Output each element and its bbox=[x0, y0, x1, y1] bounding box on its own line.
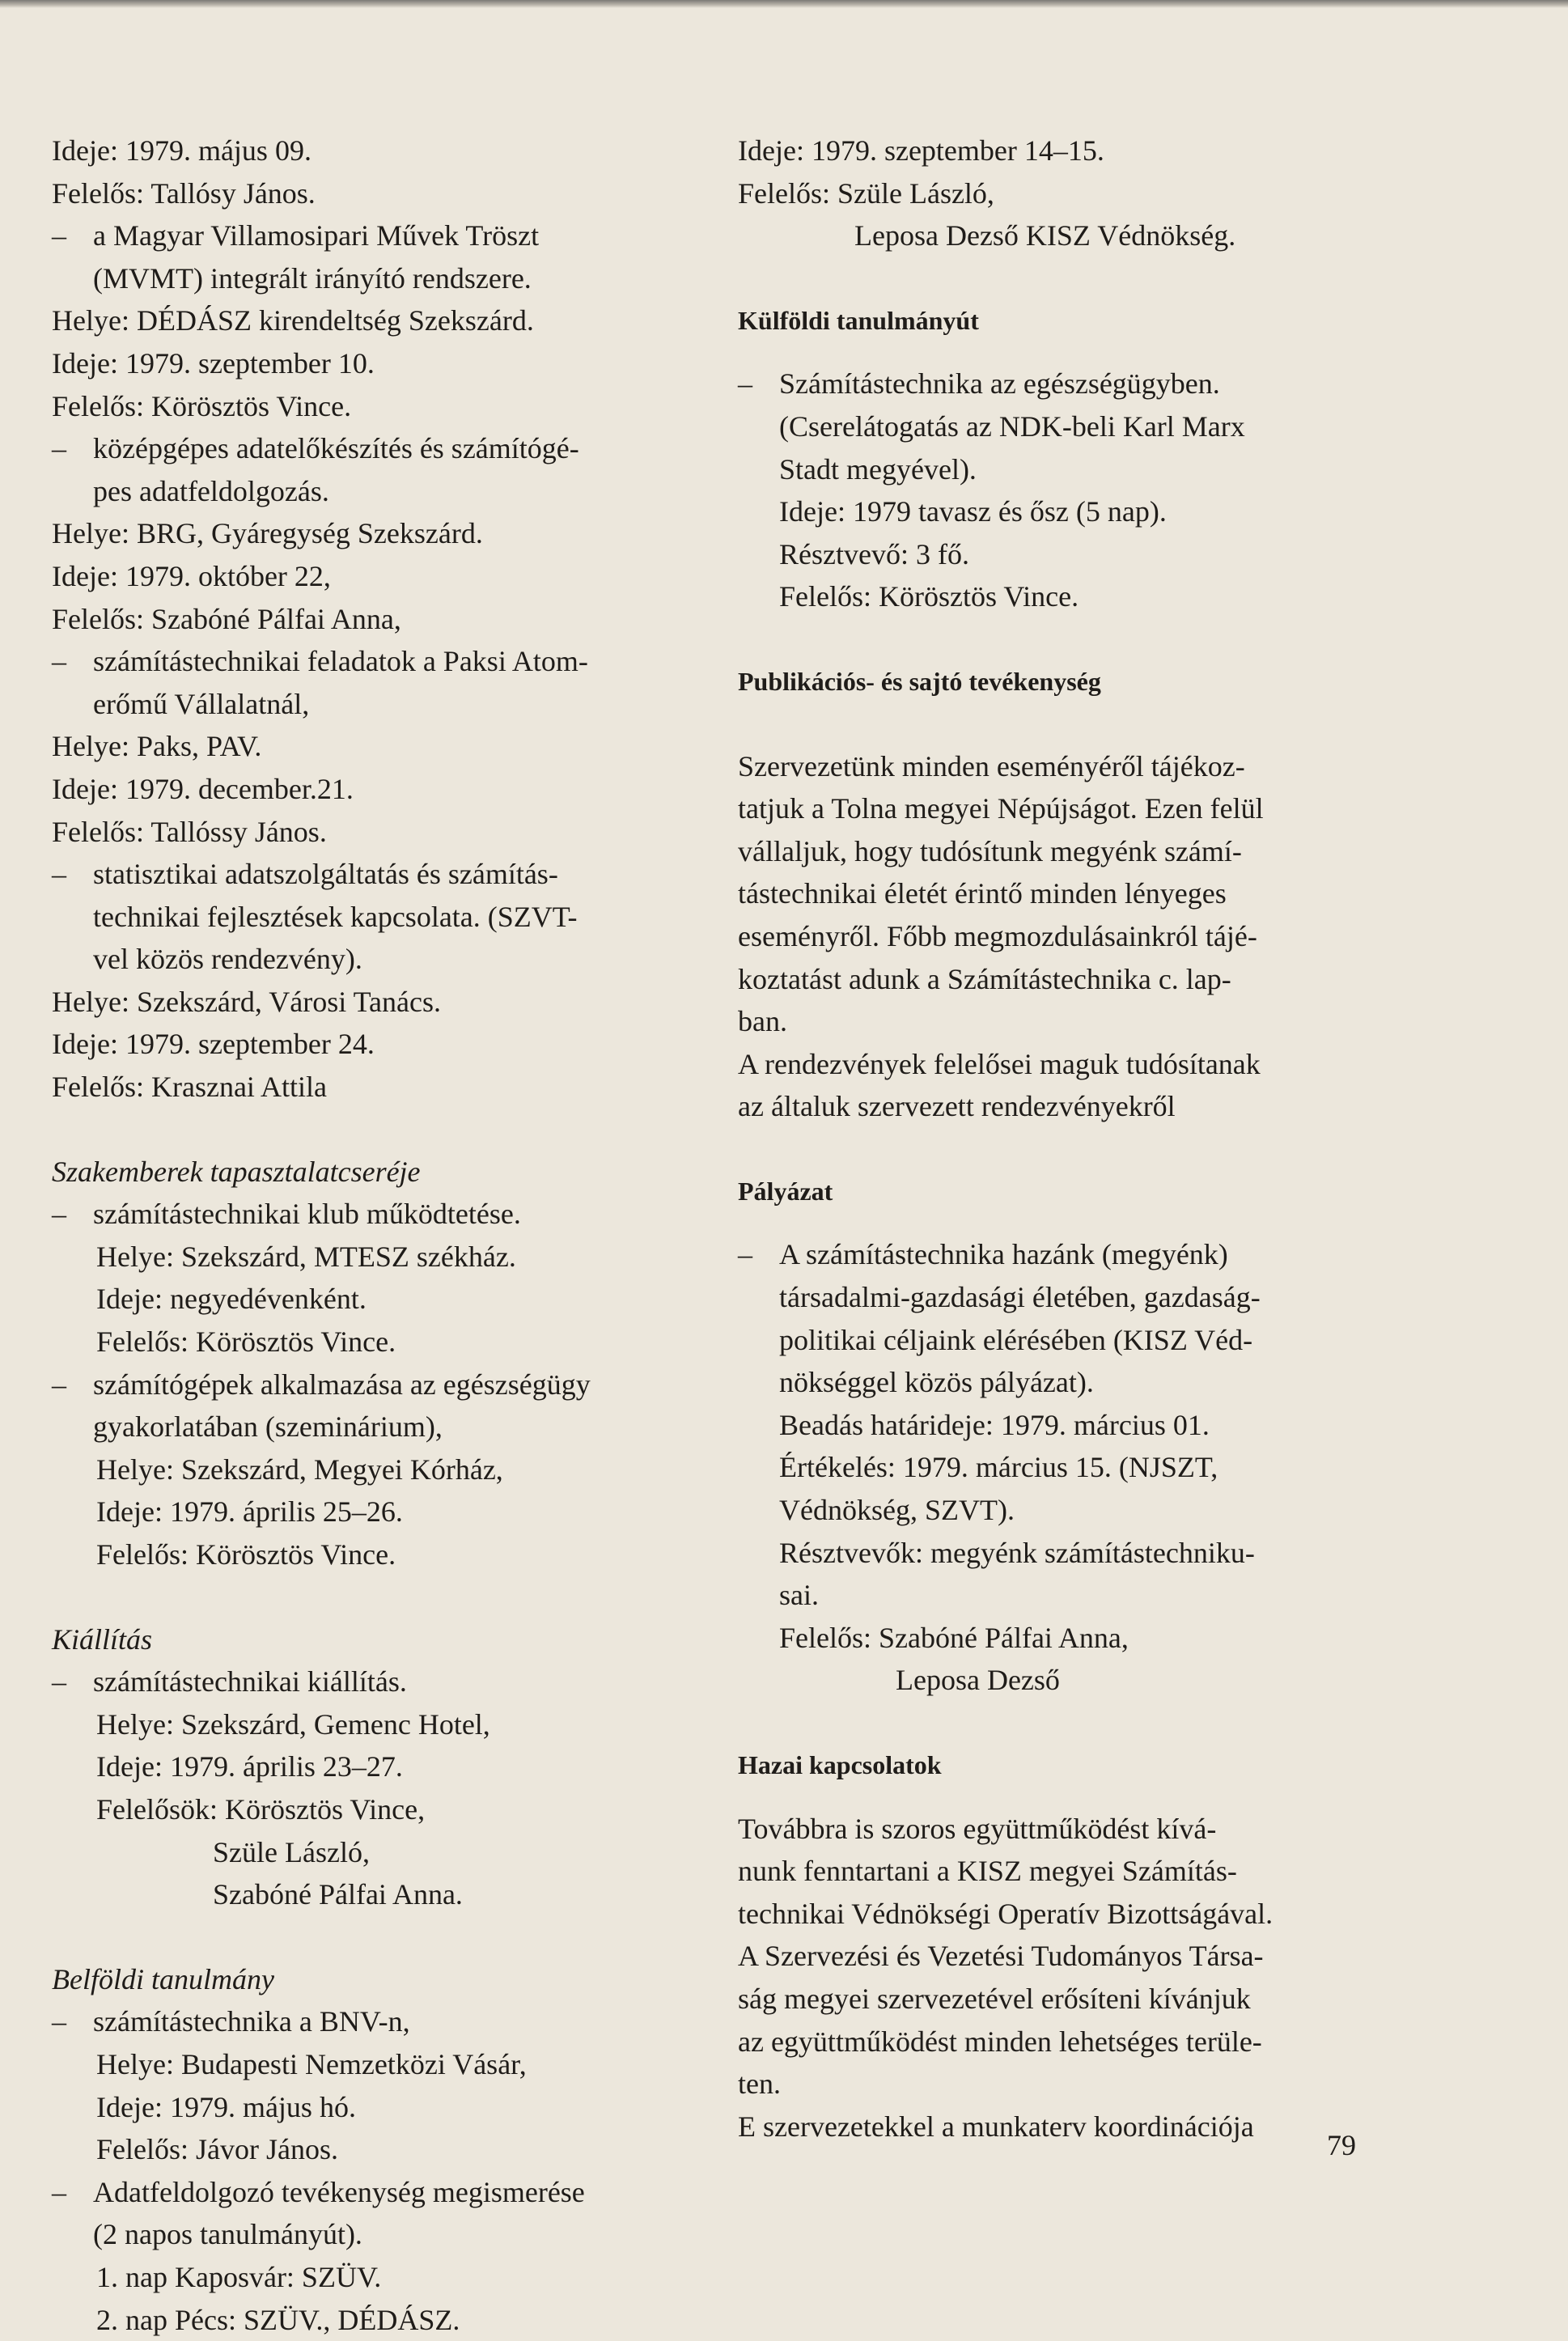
left-column bbox=[52, 129, 667, 2341]
detail-line: 2. nap Pécs: SZÜV., DÉDÁSZ. bbox=[52, 2299, 667, 2341]
text-line: Felelős: Szabóné Pálfai Anna, bbox=[52, 598, 667, 641]
list-item-continuation: Értékelés: 1979. március 15. (NJSZT, bbox=[738, 1446, 1361, 1489]
list-item bbox=[52, 1193, 667, 1236]
list-item bbox=[52, 214, 667, 257]
text-line: Felelős: Tallóssy János. bbox=[52, 811, 667, 854]
text-line: tatjuk a Tolna megyei Népújságot. Ezen felül bbox=[738, 787, 1361, 830]
section-heading: Pályázat bbox=[738, 1170, 1361, 1213]
subsection-heading: Belföldi tanulmány bbox=[52, 1958, 667, 2001]
dash-bullet: – bbox=[738, 1233, 779, 1276]
text-line: Ideje: 1979. szeptember 14–15. bbox=[738, 129, 1361, 172]
list-item-continuation: vel közös rendezvény). bbox=[52, 938, 667, 981]
dash-bullet: – bbox=[52, 1193, 93, 1236]
list-item-continuation: Ideje: 1979 tavasz és ősz (5 nap). bbox=[738, 490, 1361, 533]
detail-line: Felelős: Körösztös Vince. bbox=[52, 1321, 667, 1363]
spacer bbox=[738, 341, 1361, 363]
spacer bbox=[52, 1576, 667, 1618]
dash-bullet: – bbox=[52, 2171, 93, 2214]
detail-line: Ideje: 1979. április 25–26. bbox=[52, 1491, 667, 1533]
subsection-heading: Kiállítás bbox=[52, 1618, 667, 1661]
list-item-continuation: Stadt megyével). bbox=[738, 448, 1361, 491]
text-line: A rendezvények felelősei maguk tudósítanak bbox=[738, 1043, 1361, 1086]
text-line: Felelős: Krasznai Attila bbox=[52, 1066, 667, 1109]
spacer bbox=[52, 1916, 667, 1958]
text-line: az általuk szervezett rendezvényekről bbox=[738, 1085, 1361, 1128]
text-line: A Szervezési és Vezetési Tudományos Társa- bbox=[738, 1935, 1361, 1978]
list-item-text: számítástechnikai klub működtetése. bbox=[93, 1198, 521, 1230]
list-item-continuation: Leposa Dezső bbox=[738, 1659, 1361, 1702]
dash-bullet: – bbox=[52, 853, 93, 896]
detail-line: Szüle László, bbox=[52, 1831, 667, 1874]
list-item-text: statisztikai adatszolgáltatás és számítás- bbox=[93, 858, 558, 890]
detail-line: Felelős: Jávor János. bbox=[52, 2128, 667, 2171]
text-line: Felelős: Szüle László, bbox=[738, 172, 1361, 215]
text-line: Felelős: Tallósy János. bbox=[52, 172, 667, 215]
spacer bbox=[738, 1212, 1361, 1233]
list-item-text: számítástechnika a BNV-n, bbox=[93, 2005, 410, 2038]
detail-line: Szabóné Pálfai Anna. bbox=[52, 1873, 667, 1916]
text-line: Ideje: 1979. december.21. bbox=[52, 768, 667, 811]
dash-bullet: – bbox=[52, 1660, 93, 1703]
detail-line: Felelős: Körösztös Vince. bbox=[52, 1533, 667, 1576]
spacer bbox=[738, 1787, 1361, 1808]
list-item-continuation: nökséggel közös pályázat). bbox=[738, 1361, 1361, 1404]
section-heading: Hazai kapcsolatok bbox=[738, 1744, 1361, 1787]
list-item-text: középgépes adatelőkészítés és számítógé- bbox=[93, 432, 579, 464]
list-item-text: Számítástechnika az egészségügyben. bbox=[779, 367, 1220, 400]
text-line: ság megyei szervezetével erősíteni kívánjuk bbox=[738, 1978, 1361, 2021]
spacer bbox=[738, 1128, 1361, 1170]
text-line: ban. bbox=[738, 1000, 1361, 1043]
text-line: Felelős: Körösztös Vince. bbox=[52, 385, 667, 428]
spacer bbox=[738, 1702, 1361, 1744]
list-item-continuation: (Cserelátogatás az NDK-beli Karl Marx bbox=[738, 405, 1361, 448]
text-line: nunk fenntartani a KISZ megyei Számítás- bbox=[738, 1850, 1361, 1893]
detail-line: Helye: Budapesti Nemzetközi Vásár, bbox=[52, 2043, 667, 2086]
spacer bbox=[738, 257, 1361, 299]
spacer bbox=[52, 1109, 667, 1151]
spacer bbox=[738, 618, 1361, 660]
text-line: Ideje: 1979. május 09. bbox=[52, 129, 667, 172]
list-item-continuation: társadalmi-gazdasági életében, gazdaság- bbox=[738, 1276, 1361, 1319]
text-line: E szervezetekkel a munkaterv koordinációja bbox=[738, 2106, 1361, 2148]
detail-line: Helye: Szekszárd, MTESZ székház. bbox=[52, 1236, 667, 1279]
list-item-continuation: erőmű Vállalatnál, bbox=[52, 683, 667, 726]
list-item bbox=[52, 427, 667, 470]
page-top-border bbox=[0, 0, 1568, 8]
list-item bbox=[738, 363, 1361, 405]
list-item bbox=[52, 1363, 667, 1406]
text-line: tástechnikai életét érintő minden lényeges bbox=[738, 872, 1361, 915]
list-item-continuation: technikai fejlesztések kapcsolata. (SZVT- bbox=[52, 896, 667, 939]
text-line: Helye: BRG, Gyáregység Szekszárd. bbox=[52, 512, 667, 555]
text-line: Szervezetünk minden eseményéről tájékoz- bbox=[738, 745, 1361, 788]
list-item bbox=[52, 2171, 667, 2214]
text-line: ten. bbox=[738, 2063, 1361, 2106]
list-item-continuation: Felelős: Körösztös Vince. bbox=[738, 575, 1361, 618]
list-item-continuation: sai. bbox=[738, 1574, 1361, 1617]
detail-line: Felelősök: Körösztös Vince, bbox=[52, 1788, 667, 1831]
detail-line: 1. nap Kaposvár: SZÜV. bbox=[52, 2256, 667, 2299]
page-number: 79 bbox=[1327, 2128, 1356, 2162]
list-item-continuation: Résztvevők: megyénk számítástechniku- bbox=[738, 1532, 1361, 1575]
list-item-continuation: gyakorlatában (szeminárium), bbox=[52, 1406, 667, 1448]
spacer bbox=[738, 703, 1361, 745]
text-line: az együttműködést minden lehetséges terüle- bbox=[738, 2021, 1361, 2063]
section-heading: Külföldi tanulmányút bbox=[738, 299, 1361, 342]
list-item-text: számítástechnikai feladatok a Paksi Atom- bbox=[93, 645, 588, 677]
right-column bbox=[738, 129, 1361, 2148]
text-line: Továbbra is szoros együttműködést kívá- bbox=[738, 1808, 1361, 1851]
list-item-continuation: Beadás határideje: 1979. március 01. bbox=[738, 1404, 1361, 1447]
text-line: eseményről. Főbb megmozdulásainkról tájé- bbox=[738, 915, 1361, 958]
text-line: Ideje: 1979. október 22, bbox=[52, 555, 667, 598]
dash-bullet: – bbox=[52, 427, 93, 470]
text-line: vállaljuk, hogy tudósítunk megyénk számí- bbox=[738, 830, 1361, 873]
text-line: Helye: DÉDÁSZ kirendeltség Szekszárd. bbox=[52, 299, 667, 342]
list-item-continuation: Felelős: Szabóné Pálfai Anna, bbox=[738, 1617, 1361, 1660]
list-item-continuation: Védnökség, SZVT). bbox=[738, 1489, 1361, 1532]
list-item-continuation: politikai céljaink elérésében (KISZ Véd- bbox=[738, 1319, 1361, 1362]
list-item-text: számítógépek alkalmazása az egészségügy bbox=[93, 1368, 591, 1401]
list-item-text: a Magyar Villamosipari Művek Tröszt bbox=[93, 219, 539, 252]
list-item bbox=[738, 1233, 1361, 1276]
list-item-continuation: (MVMT) integrált irányító rendszere. bbox=[52, 257, 667, 300]
section-heading: Publikációs- és sajtó tevékenység bbox=[738, 660, 1361, 703]
dash-bullet: – bbox=[738, 363, 779, 405]
list-item bbox=[52, 1660, 667, 1703]
list-item-continuation: Résztvevő: 3 fő. bbox=[738, 533, 1361, 576]
text-line: technikai Védnökségi Operatív Bizottságával. bbox=[738, 1893, 1361, 1936]
dash-bullet: – bbox=[52, 214, 93, 257]
text-line: koztatást adunk a Számítástechnika c. lap- bbox=[738, 958, 1361, 1001]
text-line: Helye: Paks, PAV. bbox=[52, 725, 667, 768]
dash-bullet: – bbox=[52, 640, 93, 683]
detail-line: Ideje: 1979. április 23–27. bbox=[52, 1745, 667, 1788]
list-item bbox=[52, 2000, 667, 2043]
list-item-text: A számítástechnika hazánk (megyénk) bbox=[779, 1238, 1228, 1270]
text-line: Leposa Dezső KISZ Védnökség. bbox=[738, 214, 1361, 257]
list-item-continuation: pes adatfeldolgozás. bbox=[52, 470, 667, 513]
text-line: Helye: Szekszárd, Városi Tanács. bbox=[52, 981, 667, 1024]
list-item-text: Adatfeldolgozó tevékenység megismerése bbox=[93, 2176, 585, 2208]
text-line: Ideje: 1979. szeptember 10. bbox=[52, 342, 667, 385]
detail-line: Helye: Szekszárd, Gemenc Hotel, bbox=[52, 1703, 667, 1746]
text-line: Ideje: 1979. szeptember 24. bbox=[52, 1023, 667, 1066]
list-item-continuation: (2 napos tanulmányút). bbox=[52, 2213, 667, 2256]
dash-bullet: – bbox=[52, 1363, 93, 1406]
detail-line: Ideje: 1979. május hó. bbox=[52, 2086, 667, 2129]
list-item bbox=[52, 640, 667, 683]
subsection-heading: Szakemberek tapasztalatcseréje bbox=[52, 1151, 667, 1194]
list-item-text: számítástechnikai kiállítás. bbox=[93, 1665, 407, 1698]
list-item bbox=[52, 853, 667, 896]
detail-line: Helye: Szekszárd, Megyei Kórház, bbox=[52, 1448, 667, 1491]
dash-bullet: – bbox=[52, 2000, 93, 2043]
detail-line: Ideje: negyedévenként. bbox=[52, 1278, 667, 1321]
